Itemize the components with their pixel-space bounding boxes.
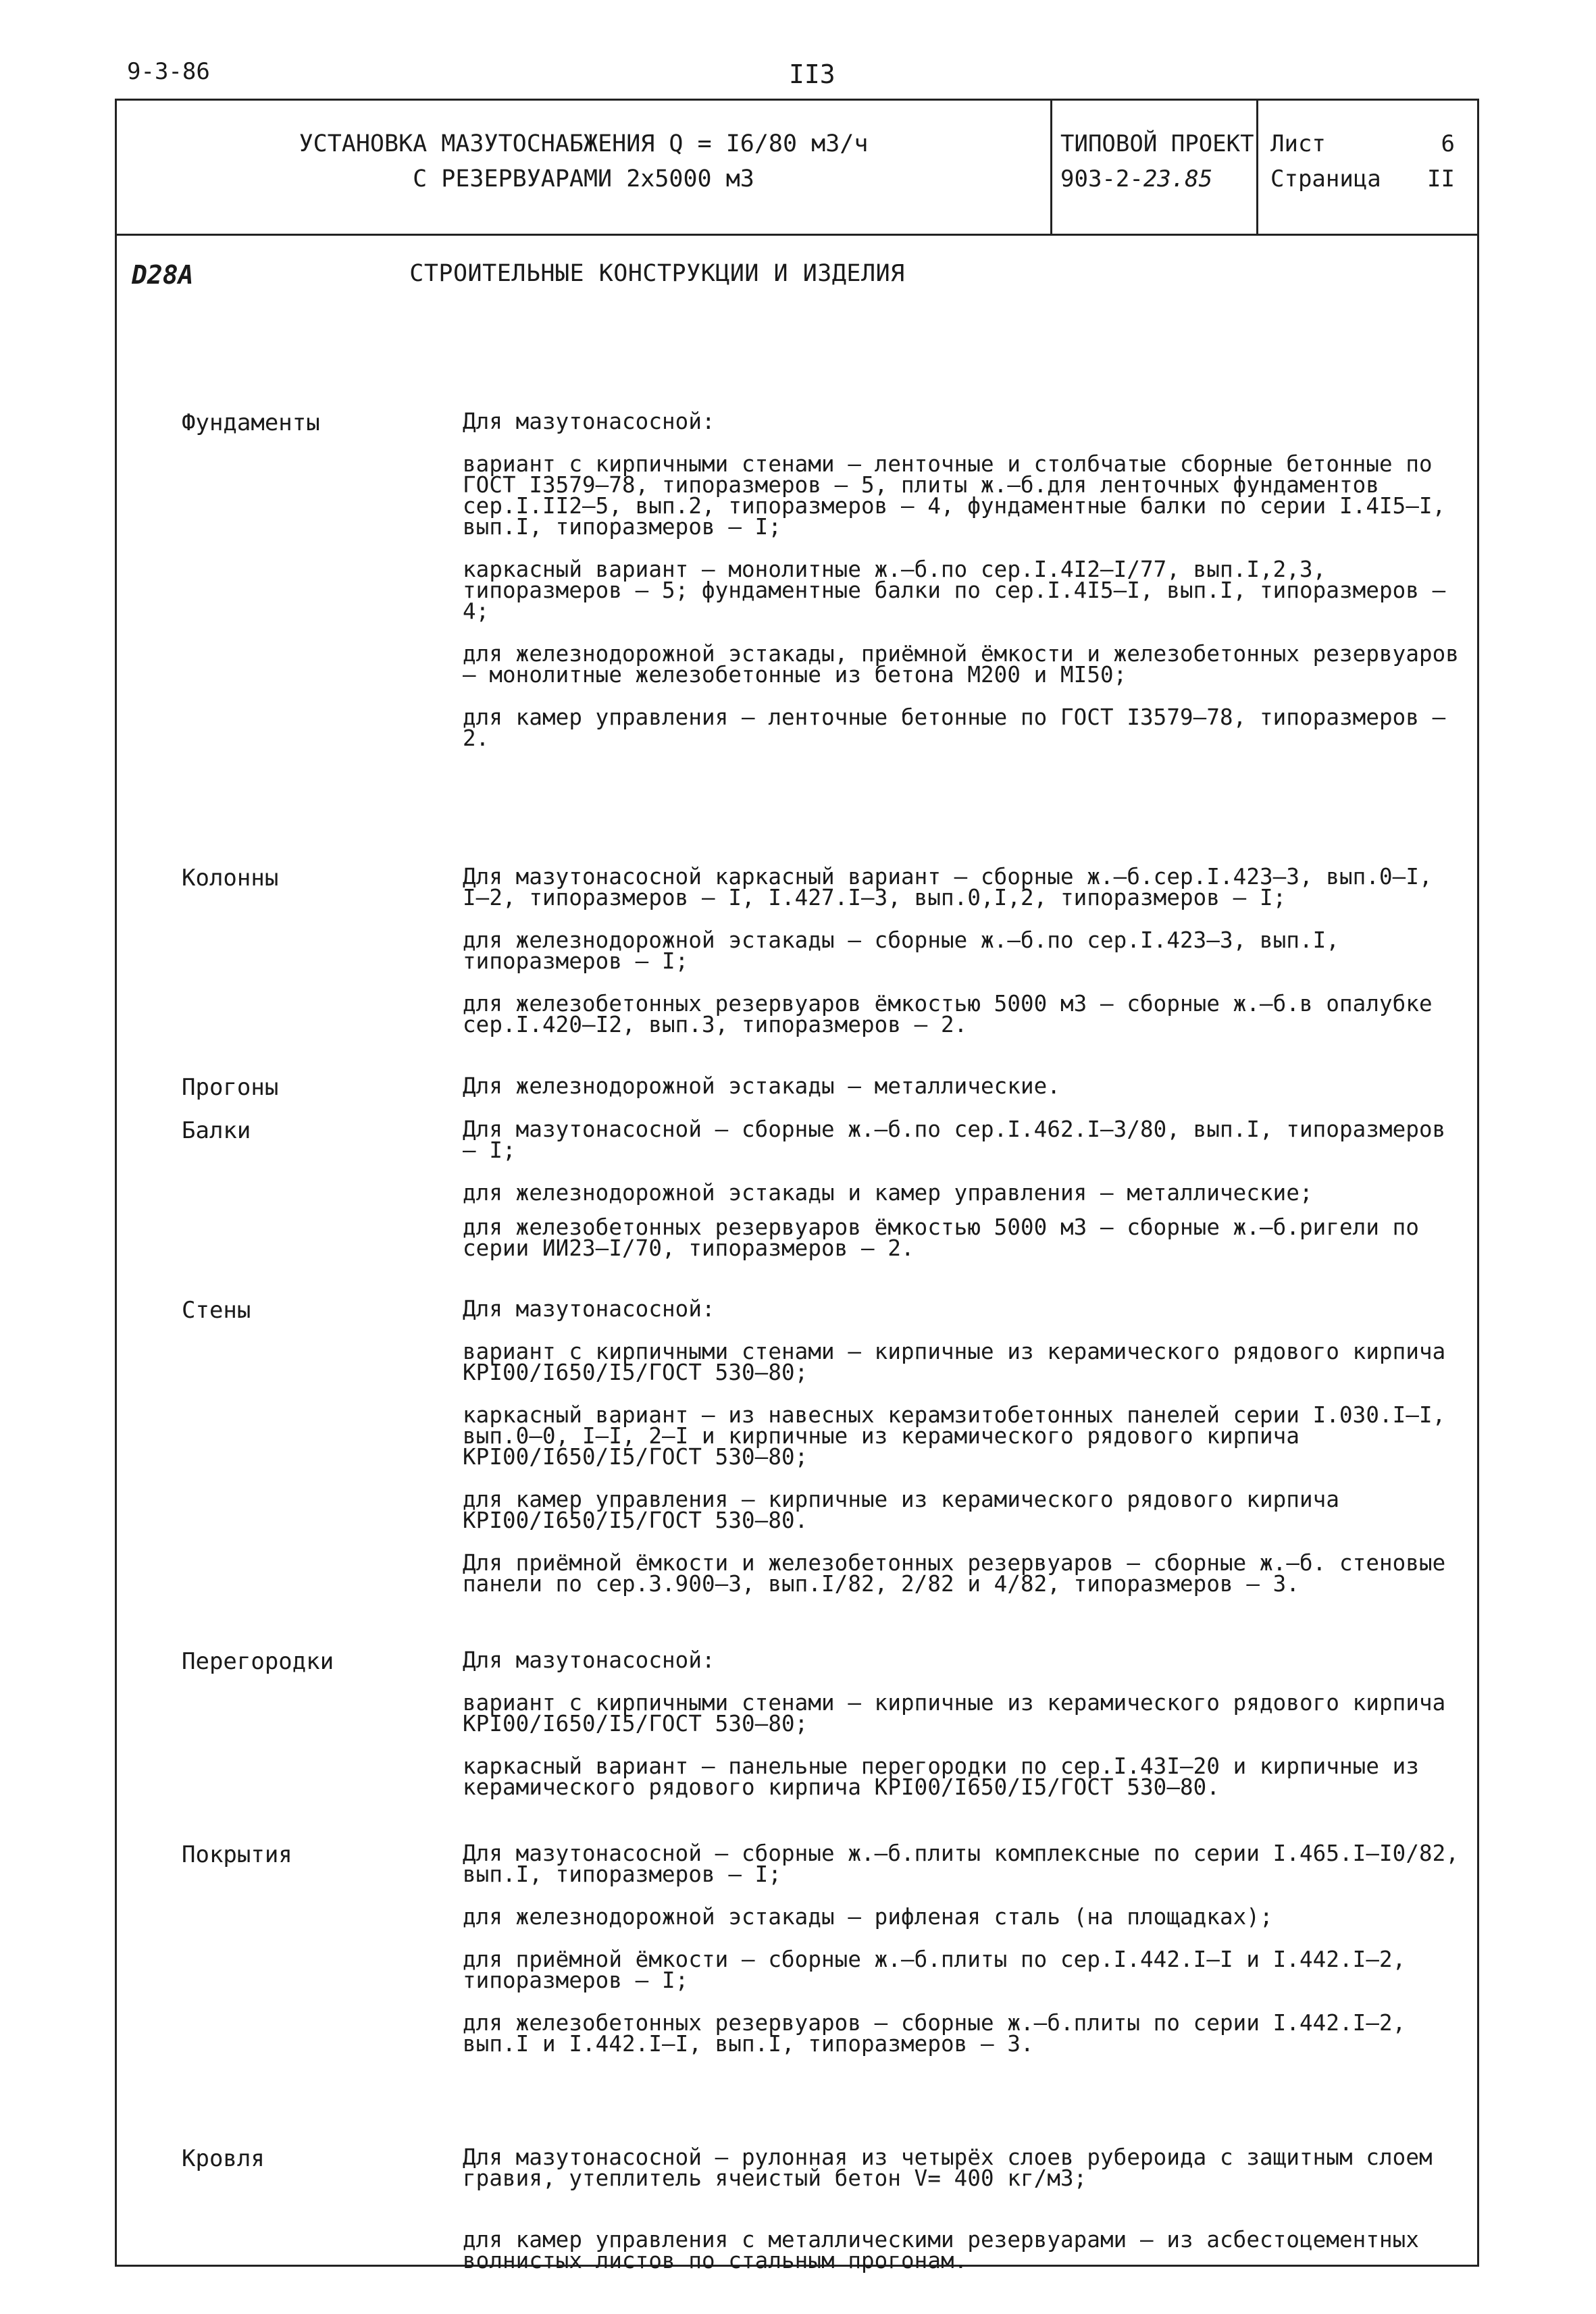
entry-paragraph: каркасный вариант – из навесных керамзитобетонных панелей серии I.030.I–I, вып.0–0, I–I, 2–I и кирпичные из керамического рядового кирпича КРI00/I650/I5/ГОСТ 530–80; xyxy=(463,1402,1446,1470)
entry-body xyxy=(463,411,1462,771)
section-title: СТРОИТЕЛЬНЫЕ КОНСТРУКЦИИ И ИЗДЕЛИЯ xyxy=(409,260,905,287)
entry-label: Балки xyxy=(182,1117,251,1144)
entry-paragraph: для камер управления – ленточные бетонные по ГОСТ I3579–78, типоразмеров – 2. xyxy=(463,704,1446,751)
entry-paragraph: для железобетонных резервуаров – сборные ж.–б.плиты по серии I.442.I–2, вып.I и I.442.I–I, вып.I, типоразмеров – 3. xyxy=(463,2010,1406,2057)
entry-body xyxy=(463,1296,1462,1616)
entry-paragraph: каркасный вариант – панельные перегородки по сер.I.43I–20 и кирпичные из керамического рядового кирпича КРI00/I650/I5/ГОСТ 530–80. xyxy=(463,1753,1419,1800)
title-block-sheet xyxy=(1258,101,1479,234)
entry-label: Фундаменты xyxy=(182,409,320,436)
title-line-1: УСТАНОВКА МАЗУТОСНАБЖЕНИЯ Q = I6/80 м3/ч xyxy=(299,130,869,157)
entry-paragraph: для железнодорожной эстакады – рифленая сталь (на площадках); xyxy=(463,1904,1273,1930)
page-value: II xyxy=(1427,165,1455,192)
entry-paragraph: Для мазутонасосной – рулонная из четырёх слоев рубероида с защитным слоем гравия, утеплитель ячеистый бетон V= 400 кг/м3; xyxy=(463,2144,1433,2191)
entry-paragraph: Для мазутонасосной: xyxy=(463,1296,715,1322)
entry-body xyxy=(463,2144,1462,2293)
page-frame xyxy=(115,99,1479,2273)
entry-paragraph: Для железнодорожной эстакады – металлические. xyxy=(463,1073,1060,1099)
entry-paragraph: Для мазутонасосной: xyxy=(463,409,715,434)
entry-paragraph: для железнодорожной эстакады – сборные ж.–б.по сер.I.423–3, вып.I, типоразмеров – I; xyxy=(463,927,1339,974)
entry-label: Прогоны xyxy=(182,1074,279,1101)
project-label: ТИПОВОЙ ПРОЕКТ xyxy=(1060,130,1254,157)
entry-body xyxy=(463,1843,1462,2076)
entry-body xyxy=(463,1073,1462,1119)
entry-paragraph: Для мазутонасосной – сборные ж.–б.плиты комплексные по серии I.465.I–I0/82, вып.I, типоразмеров – I; xyxy=(463,1841,1459,1887)
entry-paragraph: для железнодорожной эстакады и камер управления – металлические; xyxy=(463,1180,1313,1206)
project-code-prefix: 903-2- xyxy=(1060,165,1143,192)
entry-paragraph: для камер управления с металлическими резервуарами – из асбестоцементных волнистых листов по стальным прогонам. xyxy=(463,2227,1419,2273)
section-code: D28A xyxy=(132,260,194,290)
page-number: II3 xyxy=(789,59,835,89)
entry-label: Кровля xyxy=(182,2145,265,2172)
title-block xyxy=(117,101,1477,236)
entry-paragraph: вариант с кирпичными стенами – кирпичные из керамического рядового кирпича КРI00/I650/I5/ГОСТ 530–80; xyxy=(463,1339,1446,1385)
entry-paragraph: Для приёмной ёмкости и железобетонных резервуаров – сборные ж.–б. стеновые панели по сер.3.900–3, вып.I/82, 2/82 и 4/82, типоразмеров – 3. xyxy=(463,1550,1446,1597)
project-code-number: 23.85 xyxy=(1143,165,1213,192)
sheet-row xyxy=(1270,126,1479,161)
page-label: Страница xyxy=(1270,165,1381,192)
entry-paragraph: для железобетонных резервуаров ёмкостью 5000 м3 – сборные ж.–б.в опалубке сер.I.420–I2, вып.3, типоразмеров – 2. xyxy=(463,991,1433,1037)
title-line-2: С РЕЗЕРВУАРАМИ 2х5000 м3 xyxy=(413,165,754,192)
entry-label: Стены xyxy=(182,1297,251,1324)
document-code: 9-3-86 xyxy=(127,58,210,85)
entry-body xyxy=(463,864,1462,1057)
project-code xyxy=(1060,161,1256,197)
entry-paragraph: вариант с кирпичными стенами – кирпичные из керамического рядового кирпича КРI00/I650/I5/ГОСТ 530–80; xyxy=(463,1690,1446,1737)
title-block-title xyxy=(117,101,1052,234)
entry-label: Колонны xyxy=(182,865,279,892)
entry-paragraph: Для мазутонасосной каркасный вариант – сборные ж.–б.сер.I.423–3, вып.0–I, I–2, типоразмеров – I, I.427.I–3, вып.0,I,2, типоразмеров – I; xyxy=(463,864,1433,910)
entry-label: Перегородки xyxy=(182,1648,334,1675)
entry-paragraph: каркасный вариант – монолитные ж.–б.по сер.I.4I2–I/77, вып.I,2,3, типоразмеров – 5; фундаментные балки по сер.I.4I5–I, вып.I, типоразмеров – 4; xyxy=(463,557,1446,624)
entry-paragraph: для железобетонных резервуаров ёмкостью 5000 м3 – сборные ж.–б.ригели по серии ИИ23–I/70, типоразмеров – 2. xyxy=(463,1214,1419,1261)
entry-paragraph: Для мазутонасосной – сборные ж.–б.по сер.I.462.I–3/80, вып.I, типоразмеров – I; xyxy=(463,1116,1446,1163)
entry-paragraph: для железнодорожной эстакады, приёмной ёмкости и железобетонных резервуаров – монолитные железобетонные из бетона M200 и MI50; xyxy=(463,641,1459,688)
entry-body xyxy=(463,1116,1462,1281)
sheet-label: Лист xyxy=(1270,130,1326,157)
entry-paragraph: Для мазутонасосной: xyxy=(463,1647,715,1673)
sheet-value: 6 xyxy=(1441,130,1455,157)
entry-paragraph: вариант с кирпичными стенами – ленточные и столбчатые сборные бетонные по ГОСТ I3579–78, типоразмеров – 5, плиты ж.–б.для ленточных фундаментов сер.I.II2–5, вып.2, типоразмеров – 4, фундаментные балки по серии I.4I5–I, вып.I, типоразмеров – I; xyxy=(463,451,1446,540)
page-row xyxy=(1270,161,1479,197)
title-block-project xyxy=(1052,101,1258,234)
entry-paragraph: для камер управления – кирпичные из керамического рядового кирпича КРI00/I650/I5/ГОСТ 530–80. xyxy=(463,1487,1339,1533)
entry-label: Покрытия xyxy=(182,1841,292,1868)
entry-paragraph: для приёмной ёмкости – сборные ж.–б.плиты по сер.I.442.I–I и I.442.I–2, типоразмеров – I; xyxy=(463,1947,1406,1993)
entry-body xyxy=(463,1647,1462,1820)
